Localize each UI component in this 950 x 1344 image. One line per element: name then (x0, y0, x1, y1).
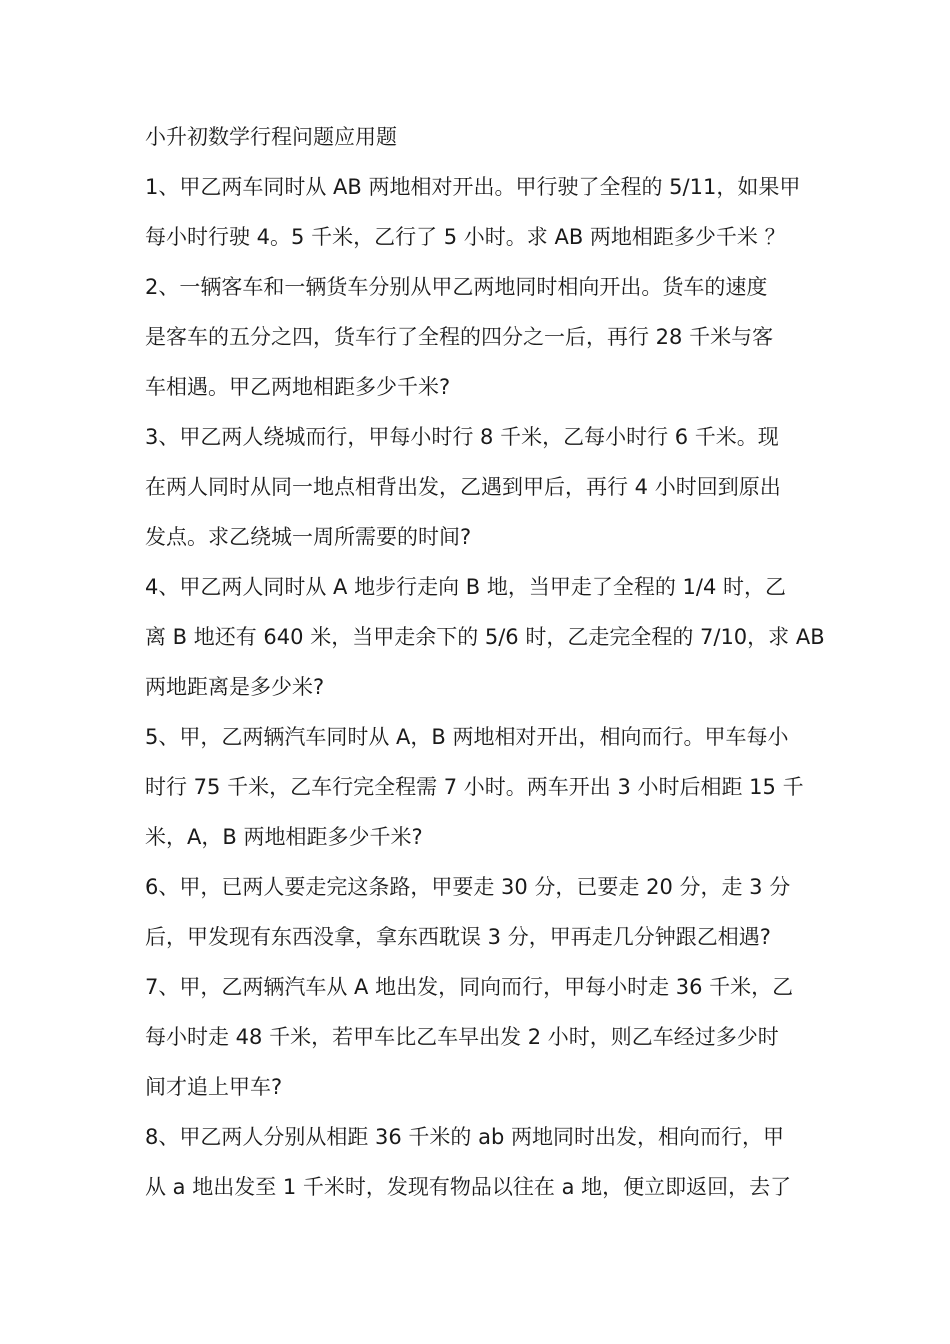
problem-1 (145, 162, 810, 262)
problem-line: 时行 75 千米，乙车行完全程需 7 小时。两车开出 3 小时后相距 15 千 (145, 775, 804, 799)
problem-line: 5、甲，乙两辆汽车同时从 A，B 两地相对开出，相向而行。甲车每小 (145, 725, 789, 749)
problem-8 (145, 1112, 810, 1212)
problem-line: 发点。求乙绕城一周所需要的时间? (145, 525, 472, 549)
problem-line: 每小时走 48 千米，若甲车比乙车早出发 2 小时，则乙车经过多少时 (145, 1025, 779, 1049)
problem-line: 7、甲，乙两辆汽车从 A 地出发，同向而行，甲每小时走 36 千米，乙 (145, 975, 794, 999)
problem-4 (145, 562, 825, 712)
problem-line: 米，A，B 两地相距多少千米? (145, 825, 423, 849)
problem-line: 2、一辆客车和一辆货车分别从甲乙两地同时相向开出。货车的速度 (145, 275, 768, 299)
problem-line: 每小时行驶 4。5 千米，乙行了 5 小时。求 AB 两地相距多少千米 ？ (145, 225, 786, 249)
problem-line: 离 B 地还有 640 米，当甲走余下的 5/6 时，乙走完全程的 7/10，求 AB (145, 625, 825, 649)
problem-line: 3、甲乙两人绕城而行，甲每小时行 8 千米，乙每小时行 6 千米。现 (145, 425, 779, 449)
problem-line: 间才追上甲车? (145, 1075, 283, 1099)
problem-line: 从 a 地出发至 1 千米时，发现有物品以往在 a 地，便立即返回，去了 (145, 1175, 792, 1199)
problem-line: 是客车的五分之四，货车行了全程的四分之一后，再行 28 千米与客 (145, 325, 774, 349)
problem-line: 两地距离是多少米? (145, 675, 325, 699)
problem-line: 6、甲，已两人要走完这条路，甲要走 30 分，已要走 20 分，走 3 分 (145, 875, 791, 899)
problem-line: 4、甲乙两人同时从 A 地步行走向 B 地，当甲走了全程的 1/4 时，乙 (145, 575, 786, 599)
problem-line: 车相遇。甲乙两地相距多少千米? (145, 375, 451, 399)
document-page (145, 112, 825, 1212)
problem-3 (145, 412, 810, 562)
problem-line: 8、甲乙两人分别从相距 36 千米的 ab 两地同时出发，相向而行，甲 (145, 1125, 784, 1149)
problem-6 (145, 862, 810, 962)
problem-5 (145, 712, 810, 862)
problem-2 (145, 262, 810, 412)
problem-7 (145, 962, 810, 1112)
problem-line: 在两人同时从同一地点相背出发，乙遇到甲后，再行 4 小时回到原出 (145, 475, 781, 499)
document-title: 小升初数学行程问题应用题 (145, 125, 397, 149)
problem-line: 1、甲乙两车同时从 AB 两地相对开出。甲行驶了全程的 5/11，如果甲 (145, 175, 801, 199)
problem-line: 后，甲发现有东西没拿，拿东西耽误 3 分，甲再走几分钟跟乙相遇? (145, 925, 771, 949)
